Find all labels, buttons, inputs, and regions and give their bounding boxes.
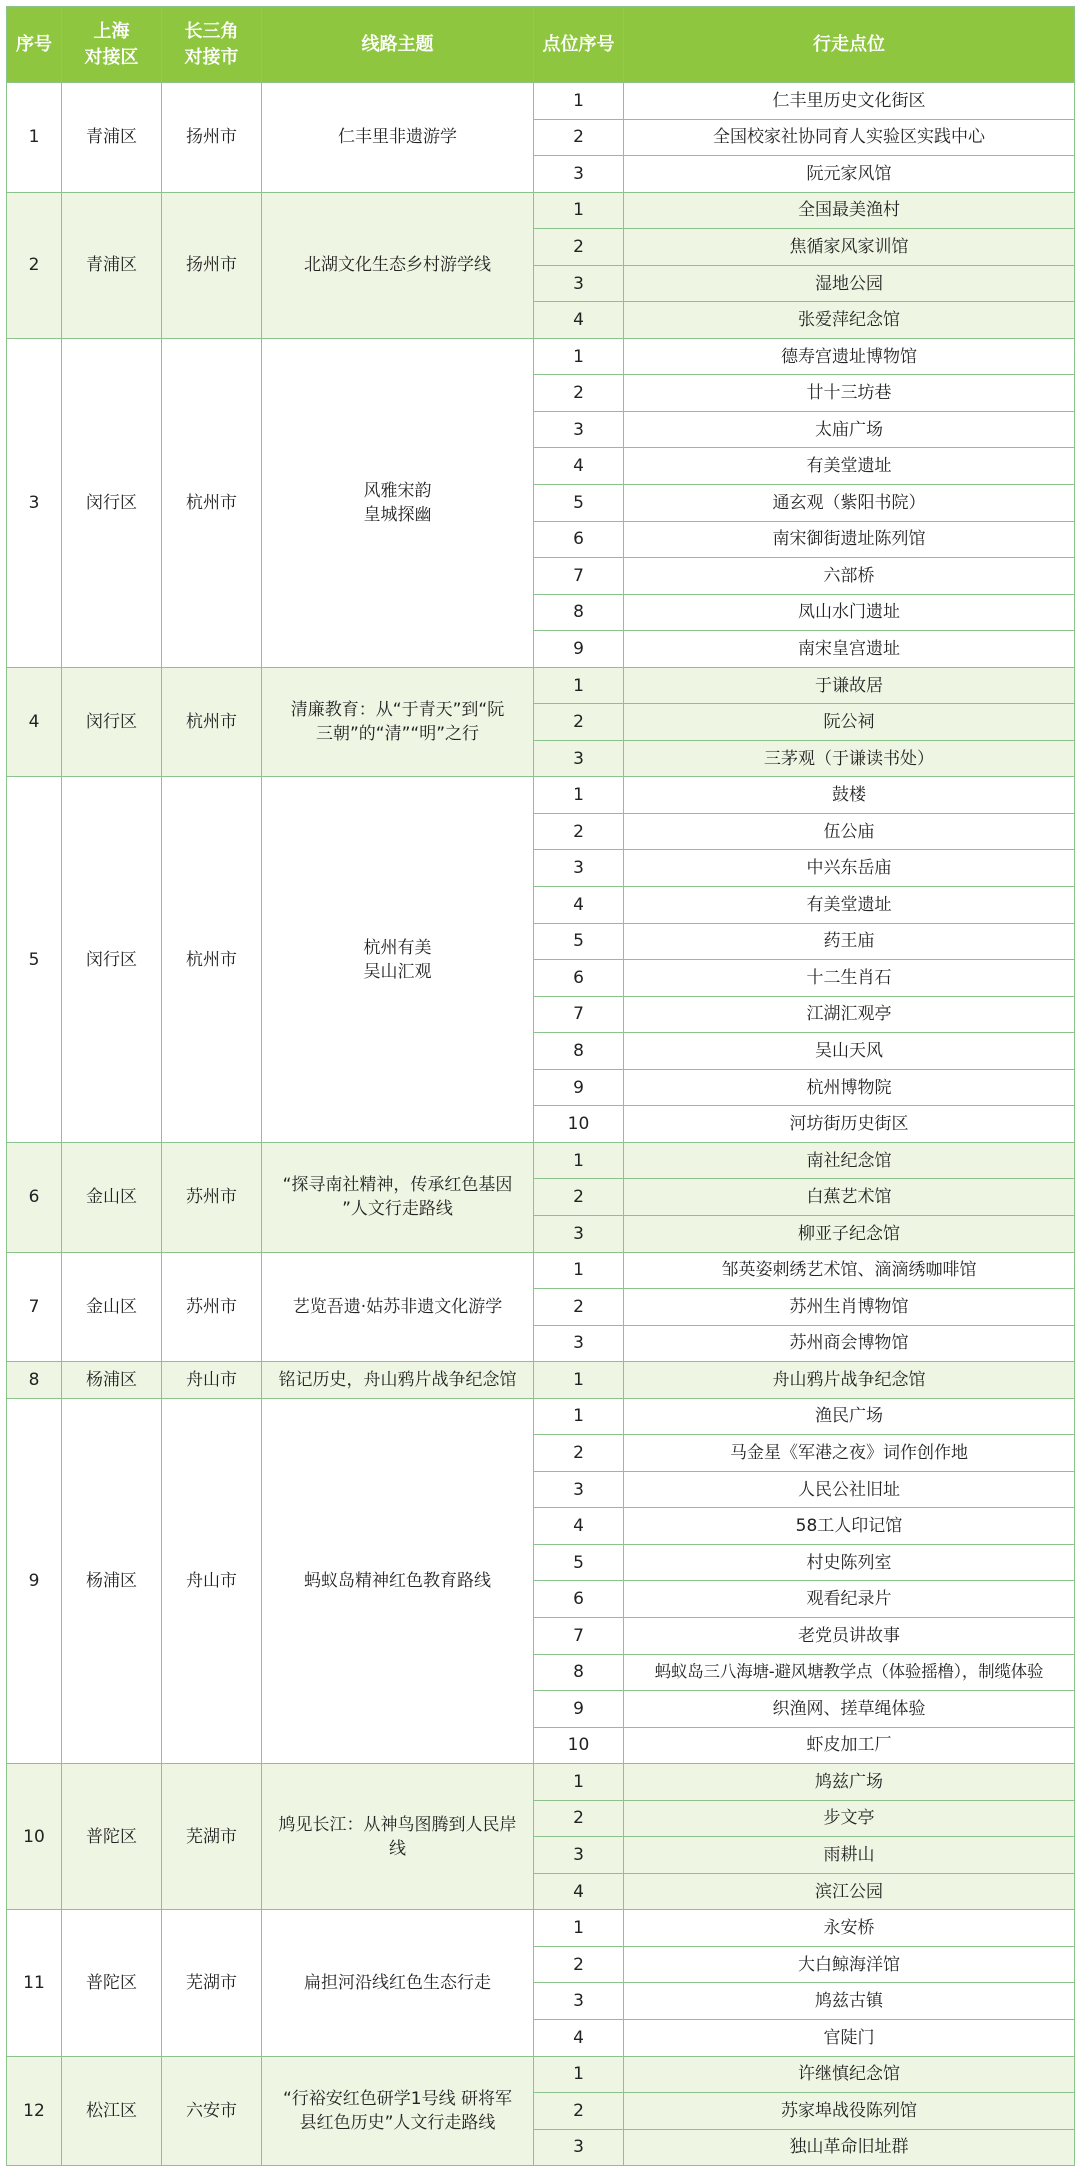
- route-theme: [262, 1142, 534, 1252]
- route-theme-line: 清廉教育：从“于青天”到“阮: [290, 700, 505, 721]
- yrd-city: 杭州市: [162, 338, 262, 667]
- table-row: [7, 1398, 1075, 1435]
- spot-name: 有美堂遗址: [624, 448, 1075, 485]
- spot-name: 老党员讲故事: [624, 1617, 1075, 1654]
- point-number: 5: [534, 1544, 624, 1581]
- point-number: 2: [534, 229, 624, 266]
- shanghai-district: 普陀区: [62, 1910, 162, 2056]
- point-number: 3: [534, 1325, 624, 1362]
- spot-name: 舟山鸦片战争纪念馆: [624, 1362, 1075, 1399]
- header-seq: 序号: [7, 7, 62, 83]
- point-number: 1: [534, 1764, 624, 1801]
- spot-name: 邹英姿刺绣艺术馆、滴滴绣咖啡馆: [624, 1252, 1075, 1289]
- point-number: 1: [534, 777, 624, 814]
- table-row: [7, 83, 1075, 120]
- spot-name: 湿地公园: [624, 265, 1075, 302]
- header-row: [7, 7, 1075, 83]
- yrd-city: 舟山市: [162, 1398, 262, 1763]
- route-number: 10: [7, 1764, 62, 1910]
- point-number: 5: [534, 923, 624, 960]
- spot-name: 大白鲸海洋馆: [624, 1946, 1075, 1983]
- shanghai-district: 闵行区: [62, 777, 162, 1142]
- spot-name: 渔民广场: [624, 1398, 1075, 1435]
- table-row: [7, 1764, 1075, 1801]
- point-number: 6: [534, 1581, 624, 1618]
- spot-name: 滨江公园: [624, 1873, 1075, 1910]
- route-number: 6: [7, 1142, 62, 1252]
- point-number: 2: [534, 2093, 624, 2130]
- route-theme-line: 三朝”的“清”“明”之行: [315, 724, 480, 745]
- point-number: 8: [534, 1654, 624, 1691]
- route-theme: [262, 1910, 534, 2056]
- point-number: 9: [534, 1069, 624, 1106]
- yrd-city: 芜湖市: [162, 1910, 262, 2056]
- point-number: 7: [534, 558, 624, 595]
- point-number: 1: [534, 2056, 624, 2093]
- header-shanghai-district: 上海 对接区: [62, 7, 162, 83]
- route-theme-line: 鸠见长江：从神鸟图腾到人民岸: [278, 1814, 517, 1835]
- point-number: 4: [534, 1508, 624, 1545]
- yrd-city: 杭州市: [162, 777, 262, 1142]
- table-row: [7, 1362, 1075, 1399]
- table-row: [7, 1142, 1075, 1179]
- shanghai-district: 金山区: [62, 1142, 162, 1252]
- route-number: 1: [7, 83, 62, 193]
- point-number: 9: [534, 1691, 624, 1728]
- spot-name: 南宋皇宫遗址: [624, 631, 1075, 668]
- spot-name: 焦循家风家训馆: [624, 229, 1075, 266]
- point-number: 1: [534, 1142, 624, 1179]
- yrd-city: 舟山市: [162, 1362, 262, 1399]
- spot-name: 人民公社旧址: [624, 1471, 1075, 1508]
- table-row: [7, 777, 1075, 814]
- route-table-body: [7, 83, 1075, 2166]
- spot-name: 南社纪念馆: [624, 1142, 1075, 1179]
- point-number: 7: [534, 1617, 624, 1654]
- point-number: 4: [534, 448, 624, 485]
- shanghai-district: 青浦区: [62, 192, 162, 338]
- point-number: 9: [534, 631, 624, 668]
- yrd-city: 扬州市: [162, 83, 262, 193]
- yrd-city: 苏州市: [162, 1142, 262, 1252]
- spot-name: 药王庙: [624, 923, 1075, 960]
- spot-name: 三茅观（于谦读书处）: [624, 740, 1075, 777]
- route-number: 8: [7, 1362, 62, 1399]
- table-row: [7, 1910, 1075, 1947]
- route-theme-line: 蚂蚁岛精神红色教育路线: [304, 1570, 491, 1591]
- spot-name: 鸠兹古镇: [624, 1983, 1075, 2020]
- route-theme-line: 风雅宋韵: [363, 480, 432, 501]
- point-number: 4: [534, 302, 624, 339]
- route-theme-line: 北湖文化生态乡村游学线: [304, 255, 491, 276]
- spot-name: 南宋御街遗址陈列馆: [624, 521, 1075, 558]
- point-number: 5: [534, 485, 624, 522]
- spot-name: 伍公庙: [624, 813, 1075, 850]
- spot-name: 张爱萍纪念馆: [624, 302, 1075, 339]
- spot-name: 廿十三坊巷: [624, 375, 1075, 412]
- point-number: 4: [534, 2019, 624, 2056]
- point-number: 1: [534, 1252, 624, 1289]
- route-theme-line: ”人文行走路线: [342, 1199, 453, 1220]
- table-row: [7, 338, 1075, 375]
- route-theme-line: 吴山汇观: [363, 961, 432, 982]
- table-row: [7, 667, 1075, 704]
- header-yrd-city: 长三角 对接市: [162, 7, 262, 83]
- spot-name: 通玄观（紫阳书院）: [624, 485, 1075, 522]
- spot-name: 苏家埠战役陈列馆: [624, 2093, 1075, 2130]
- point-number: 2: [534, 813, 624, 850]
- point-number: 3: [534, 1471, 624, 1508]
- route-theme: [262, 777, 534, 1142]
- route-theme: [262, 667, 534, 777]
- route-theme: [262, 1362, 534, 1399]
- point-number: 3: [534, 850, 624, 887]
- point-number: 8: [534, 594, 624, 631]
- point-number: 10: [534, 1727, 624, 1764]
- route-theme: [262, 192, 534, 338]
- point-number: 4: [534, 1873, 624, 1910]
- table-row: [7, 192, 1075, 229]
- spot-name: 织渔网、搓草绳体验: [624, 1691, 1075, 1728]
- point-number: 8: [534, 1033, 624, 1070]
- route-number: 7: [7, 1252, 62, 1362]
- route-number: 9: [7, 1398, 62, 1763]
- route-number: 2: [7, 192, 62, 338]
- spot-name: 马金星《军港之夜》词作创作地: [624, 1435, 1075, 1472]
- point-number: 2: [534, 704, 624, 741]
- spot-name: 六部桥: [624, 558, 1075, 595]
- point-number: 2: [534, 1800, 624, 1837]
- point-number: 3: [534, 740, 624, 777]
- shanghai-district: 松江区: [62, 2056, 162, 2166]
- spot-name: 十二生肖石: [624, 960, 1075, 997]
- route-theme-line: 县红色历史”人文行走路线: [299, 2112, 496, 2133]
- table-row: [7, 2056, 1075, 2093]
- shanghai-district: 杨浦区: [62, 1398, 162, 1763]
- route-theme-line: 杭州有美: [363, 937, 432, 958]
- route-number: 3: [7, 338, 62, 667]
- spot-name: 全国最美渔村: [624, 192, 1075, 229]
- spot-name: 有美堂遗址: [624, 887, 1075, 924]
- route-theme: [262, 2056, 534, 2166]
- spot-name: 虾皮加工厂: [624, 1727, 1075, 1764]
- spot-name: 中兴东岳庙: [624, 850, 1075, 887]
- point-number: 1: [534, 338, 624, 375]
- spot-name: 村史陈列室: [624, 1544, 1075, 1581]
- route-theme-line: 线: [389, 1838, 406, 1859]
- spot-name: 凤山水门遗址: [624, 594, 1075, 631]
- point-number: 3: [534, 156, 624, 193]
- point-number: 6: [534, 960, 624, 997]
- header-theme: 线路主题: [262, 7, 534, 83]
- route-number: 4: [7, 667, 62, 777]
- spot-name: 德寿宫遗址博物馆: [624, 338, 1075, 375]
- spot-name: 58工人印记馆: [624, 1508, 1075, 1545]
- spot-name: 于谦故居: [624, 667, 1075, 704]
- point-number: 2: [534, 375, 624, 412]
- point-number: 2: [534, 1435, 624, 1472]
- spot-name: 全国校家社协同育人实验区实践中心: [624, 119, 1075, 156]
- route-theme-line: 仁丰里非遗游学: [338, 127, 457, 148]
- route-theme-line: “行裕安红色研学1号线 研将军: [282, 2088, 513, 2109]
- shanghai-district: 闵行区: [62, 338, 162, 667]
- point-number: 1: [534, 83, 624, 120]
- point-number: 2: [534, 119, 624, 156]
- route-theme: [262, 1252, 534, 1362]
- point-number: 2: [534, 1946, 624, 1983]
- route-theme-line: 皇城探幽: [363, 504, 432, 525]
- route-number: 5: [7, 777, 62, 1142]
- table-row: [7, 1252, 1075, 1289]
- yrd-city: 苏州市: [162, 1252, 262, 1362]
- spot-name: 苏州商会博物馆: [624, 1325, 1075, 1362]
- route-table-container: [6, 6, 1074, 2166]
- point-number: 7: [534, 996, 624, 1033]
- spot-name: 仁丰里历史文化街区: [624, 83, 1075, 120]
- spot-name: 苏州生肖博物馆: [624, 1289, 1075, 1326]
- spot-name: 蚂蚁岛三八海塘-避风塘教学点（体验摇橹），制缆体验: [624, 1654, 1075, 1691]
- point-number: 3: [534, 265, 624, 302]
- spot-name: 许继慎纪念馆: [624, 2056, 1075, 2093]
- route-theme: [262, 1398, 534, 1763]
- shanghai-district: 普陀区: [62, 1764, 162, 1910]
- shanghai-district: 青浦区: [62, 83, 162, 193]
- spot-name: 柳亚子纪念馆: [624, 1215, 1075, 1252]
- route-theme-line: 铭记历史，舟山鸦片战争纪念馆: [278, 1369, 517, 1390]
- point-number: 1: [534, 667, 624, 704]
- spot-name: 阮公祠: [624, 704, 1075, 741]
- spot-name: 河坊街历史街区: [624, 1106, 1075, 1143]
- point-number: 1: [534, 1362, 624, 1399]
- route-theme: [262, 1764, 534, 1910]
- route-number: 12: [7, 2056, 62, 2166]
- spot-name: 鸠兹广场: [624, 1764, 1075, 1801]
- yrd-city: 芜湖市: [162, 1764, 262, 1910]
- point-number: 10: [534, 1106, 624, 1143]
- point-number: 2: [534, 1179, 624, 1216]
- header-spot: 行走点位: [624, 7, 1075, 83]
- header-point-seq: 点位序号: [534, 7, 624, 83]
- spot-name: 太庙广场: [624, 411, 1075, 448]
- point-number: 3: [534, 1215, 624, 1252]
- spot-name: 步文亭: [624, 1800, 1075, 1837]
- spot-name: 观看纪录片: [624, 1581, 1075, 1618]
- route-theme-line: “探寻南社精神，传承红色基因: [282, 1175, 513, 1196]
- spot-name: 阮元家风馆: [624, 156, 1075, 193]
- route-number: 11: [7, 1910, 62, 2056]
- shanghai-district: 金山区: [62, 1252, 162, 1362]
- point-number: 3: [534, 1983, 624, 2020]
- spot-name: 吴山天风: [624, 1033, 1075, 1070]
- route-theme: [262, 338, 534, 667]
- spot-name: 官陡门: [624, 2019, 1075, 2056]
- route-theme-line: 艺览吾遗·姑苏非遗文化游学: [292, 1296, 503, 1317]
- point-number: 3: [534, 2129, 624, 2166]
- point-number: 2: [534, 1289, 624, 1326]
- route-table: [6, 6, 1075, 2166]
- route-theme-line: 扁担河沿线红色生态行走: [304, 1972, 491, 1993]
- route-theme: [262, 83, 534, 193]
- point-number: 4: [534, 887, 624, 924]
- yrd-city: 扬州市: [162, 192, 262, 338]
- spot-name: 永安桥: [624, 1910, 1075, 1947]
- spot-name: 江湖汇观亭: [624, 996, 1075, 1033]
- shanghai-district: 杨浦区: [62, 1362, 162, 1399]
- point-number: 3: [534, 1837, 624, 1874]
- spot-name: 杭州博物院: [624, 1069, 1075, 1106]
- point-number: 6: [534, 521, 624, 558]
- spot-name: 雨耕山: [624, 1837, 1075, 1874]
- point-number: 1: [534, 1910, 624, 1947]
- point-number: 3: [534, 411, 624, 448]
- yrd-city: 六安市: [162, 2056, 262, 2166]
- spot-name: 独山革命旧址群: [624, 2129, 1075, 2166]
- point-number: 1: [534, 1398, 624, 1435]
- shanghai-district: 闵行区: [62, 667, 162, 777]
- point-number: 1: [534, 192, 624, 229]
- yrd-city: 杭州市: [162, 667, 262, 777]
- spot-name: 鼓楼: [624, 777, 1075, 814]
- spot-name: 白蕉艺术馆: [624, 1179, 1075, 1216]
